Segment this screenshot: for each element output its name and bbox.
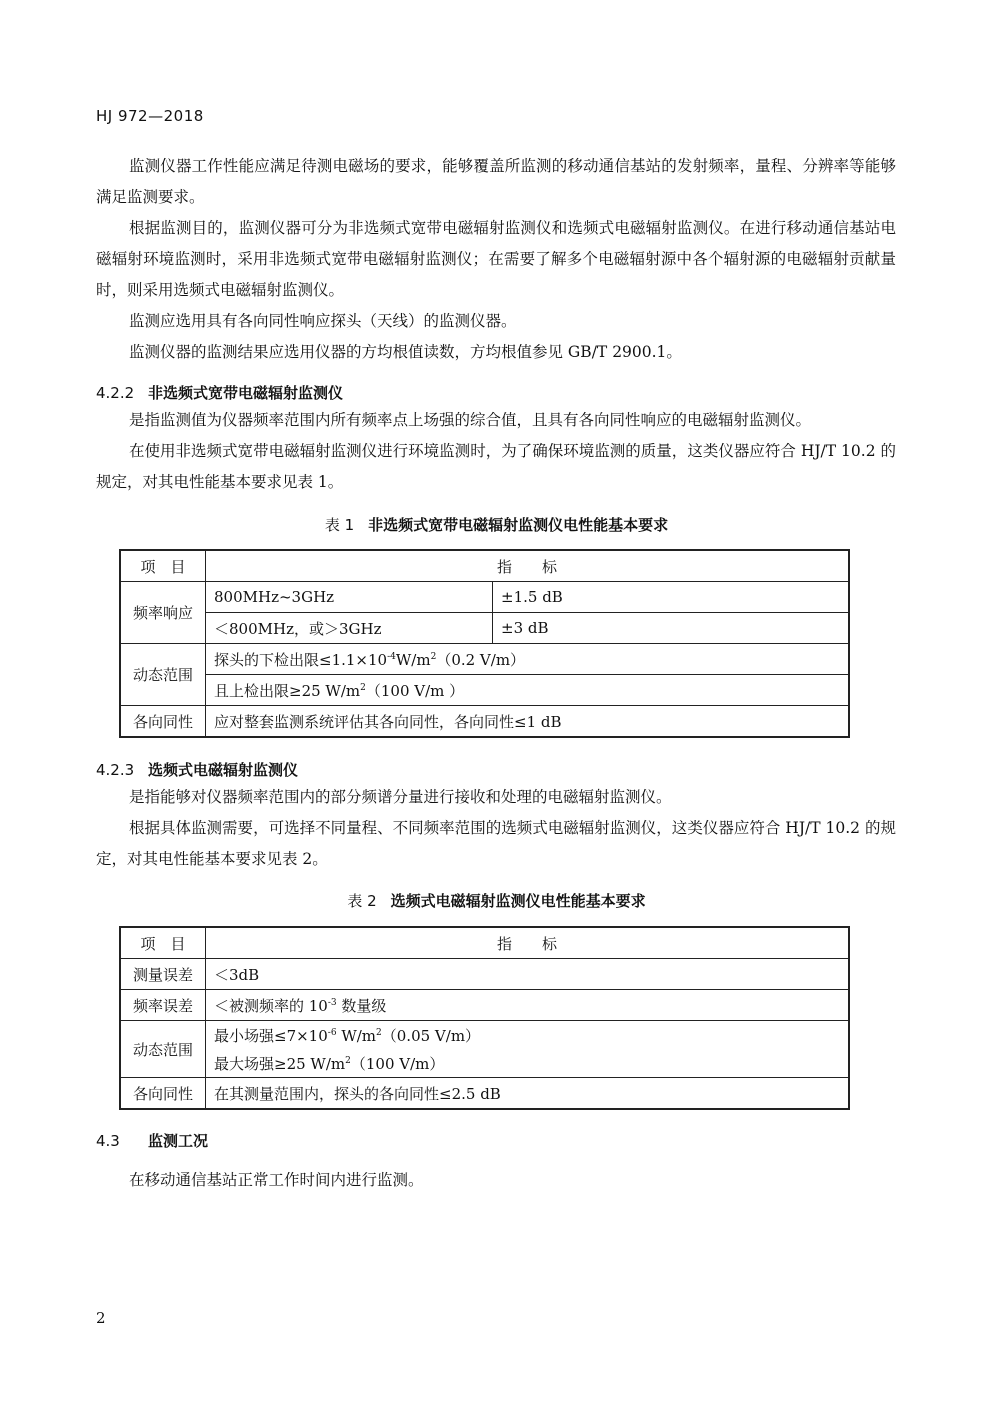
table-row: [120, 990, 849, 1021]
caption-number: 表 2: [347, 892, 377, 910]
text-lower-limit: 探头的下检出限≤1.1×10: [214, 650, 388, 669]
text-field-strength: （100 V/m）: [350, 1055, 445, 1073]
section-4-3-heading: [96, 1130, 208, 1151]
cell-freq-value-1: ±1.5 dB: [493, 582, 850, 613]
dynamic-line-1: [214, 1021, 840, 1049]
table-2-caption: [0, 890, 993, 911]
text-field-strength: （0.2 V/m）: [436, 650, 526, 669]
table-row: [120, 675, 849, 706]
row-label-isotropy: 各向同性: [120, 1078, 206, 1110]
cell-isotropy: 应对整套监测系统评估其各向同性，各向同性≤1 dB: [206, 706, 850, 738]
table-row: [120, 1078, 849, 1110]
section-title: 选频式电磁辐射监测仪: [148, 761, 299, 779]
table-row: [120, 613, 849, 644]
table-1-caption: [0, 514, 993, 535]
text-min-field: 最小场强≤7×10: [214, 1027, 328, 1045]
table-row: [120, 706, 849, 738]
exponent: -3: [327, 997, 337, 1008]
table-row: [120, 550, 849, 582]
cell-isotropy: 在其测量范围内，探头的各向同性≤2.5 dB: [206, 1078, 850, 1110]
unit: W/m: [395, 650, 431, 669]
cell-freq-range-1: 800MHz~3GHz: [206, 582, 493, 613]
caption-number: 表 1: [324, 516, 355, 534]
text-upper-limit: 且上检出限≥25 W/m: [214, 681, 361, 700]
unit: W/m: [336, 1027, 377, 1045]
document-header: HJ 972—2018: [96, 107, 204, 125]
column-header-item: 项 目: [120, 550, 206, 582]
section-4-2-2-paragraph-2: 在使用非选频式宽带电磁辐射监测仪进行环境监测时，为了确保环境监测的质量，这类仪器应符合 HJ/T 10.2 的规定，对其电性能基本要求见表 1。: [96, 442, 896, 491]
exponent: -6: [327, 1028, 337, 1038]
cell-dynamic-range: [206, 1021, 850, 1078]
section-4-2-3-paragraph-2: 根据具体监测需要，可选择不同量程、不同频率范围的选频式电磁辐射监测仪，这类仪器应符合 HJ/T 10.2 的规定，对其电性能基本要求见表 2。: [96, 819, 896, 868]
cell-freq-value-2: ±3 dB: [493, 613, 850, 644]
section-4-2-3-heading: [96, 759, 298, 780]
cell-dynamic-line-1: [206, 644, 850, 675]
exponent: -4: [387, 651, 396, 662]
dynamic-line-2: [214, 1049, 840, 1077]
section-number: 4.3: [96, 1132, 120, 1150]
column-header-index: 指 标: [206, 550, 850, 582]
row-label-dynamic-range: 动态范围: [120, 1021, 206, 1078]
paragraph-4: 监测仪器的监测结果应选用仪器的方均根值读数，方均根值参见 GB/T 2900.1。: [129, 343, 682, 361]
column-header-item: 项 目: [120, 927, 206, 959]
paragraph-3: 监测应选用具有各向同性响应探头（天线）的监测仪器。: [129, 312, 517, 330]
section-4-2-2-paragraph-1: 是指监测值为仪器频率范围内所有频率点上场强的综合值，且具有各向同性响应的电磁辐射监测仪。: [129, 411, 812, 429]
table-2: [119, 926, 850, 1110]
exponent: 2: [345, 1056, 351, 1066]
cell-measurement-error: ＜3dB: [206, 959, 850, 990]
column-header-index: 指 标: [206, 927, 850, 959]
paragraph-2: 根据监测目的，监测仪器可分为非选频式宽带电磁辐射监测仪和选频式电磁辐射监测仪。在进行移动通信基站电磁辐射环境监测时，采用非选频式宽带电磁辐射监测仪；在需要了解多个电磁辐射源中各个辐射源的电磁辐射贡献量时，则采用选频式电磁辐射监测仪。: [96, 219, 896, 299]
section-4-2-3-paragraph-1: 是指能够对仪器频率范围内的部分频谱分量进行接收和处理的电磁辐射监测仪。: [129, 788, 672, 806]
page-number: 2: [96, 1309, 106, 1327]
text-frequency-error: ＜被测频率的 10: [214, 996, 328, 1015]
table-row: [120, 1021, 849, 1078]
row-label-dynamic-range: 动态范围: [120, 644, 206, 706]
exponent: 2: [376, 1028, 382, 1038]
row-label-measurement-error: 测量误差: [120, 959, 206, 990]
table-row: [120, 582, 849, 613]
text-field-strength: （100 V/m ）: [365, 681, 465, 700]
row-label-isotropy: 各向同性: [120, 706, 206, 738]
section-4-2-2-heading: [96, 382, 343, 403]
exponent: 2: [360, 682, 366, 693]
text-max-field: 最大场强≥25 W/m: [214, 1055, 346, 1073]
text-field-strength: （0.05 V/m）: [381, 1027, 481, 1045]
cell-freq-range-2: ＜800MHz，或＞3GHz: [206, 613, 493, 644]
table-1: [119, 549, 850, 738]
section-title: 监测工况: [148, 1132, 209, 1150]
section-4-3-paragraph-1: 在移动通信基站正常工作时间内进行监测。: [129, 1171, 424, 1189]
section-number: 4.2.2: [96, 384, 135, 402]
table-row: [120, 959, 849, 990]
table-row: [120, 927, 849, 959]
section-number: 4.2.3: [96, 761, 135, 779]
paragraph-1: 监测仪器工作性能应满足待测电磁场的要求，能够覆盖所监测的移动通信基站的发射频率，量程、分辨率等能够满足监测要求。: [96, 157, 896, 206]
section-title: 非选频式宽带电磁辐射监测仪: [148, 384, 344, 402]
text-magnitude: 数量级: [336, 996, 387, 1015]
caption-title: 非选频式宽带电磁辐射监测仪电性能基本要求: [368, 516, 669, 534]
exponent: 2: [430, 651, 437, 662]
row-label-frequency-response: 频率响应: [120, 582, 206, 644]
table-row: [120, 644, 849, 675]
cell-dynamic-line-2: [206, 675, 850, 706]
cell-frequency-error: [206, 990, 850, 1021]
row-label-frequency-error: 频率误差: [120, 990, 206, 1021]
caption-title: 选频式电磁辐射监测仪电性能基本要求: [390, 892, 646, 910]
